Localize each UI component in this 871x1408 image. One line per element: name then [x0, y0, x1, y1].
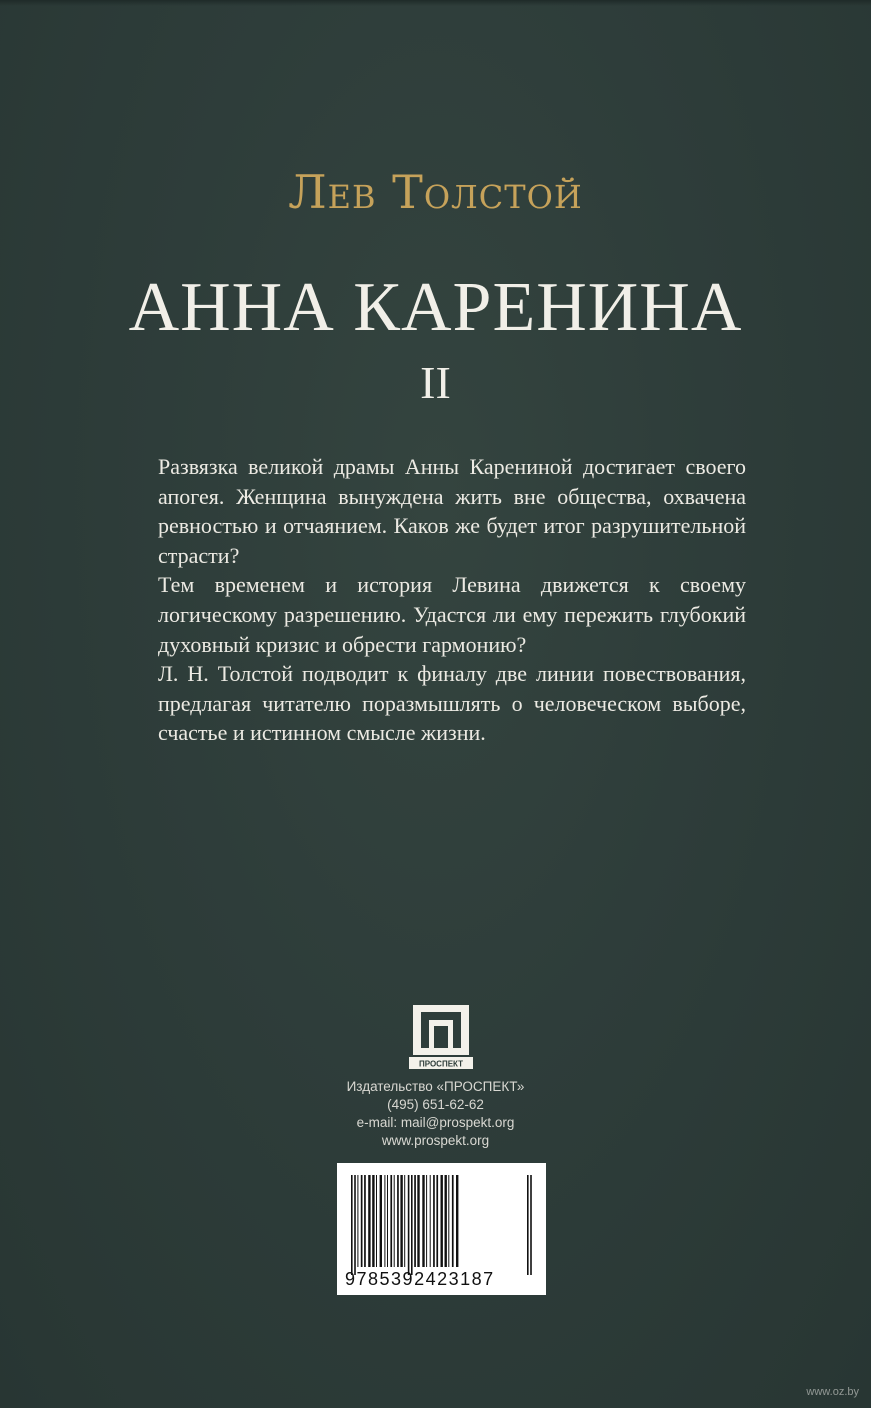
blurb-text	[158, 452, 746, 748]
barcode-bar	[372, 1175, 374, 1267]
barcode-bar	[445, 1175, 447, 1267]
barcode-bar	[357, 1175, 358, 1267]
watermark: www.oz.by	[806, 1386, 859, 1398]
barcode-bar	[380, 1175, 382, 1267]
publisher-logo-icon	[409, 1003, 473, 1071]
barcode	[337, 1163, 546, 1295]
barcode-bar	[400, 1175, 402, 1267]
publisher-logo-label: ПРОСПЕКТ	[418, 1059, 464, 1069]
isbn-number: 9785392423187	[345, 1269, 495, 1289]
publisher-email: e-mail: mail@prospekt.org	[356, 1115, 515, 1130]
barcode-bar	[422, 1175, 424, 1267]
barcode-bar	[433, 1175, 435, 1267]
barcode-bar	[408, 1175, 410, 1275]
barcode-bar	[390, 1175, 392, 1267]
publisher-website: www.prospekt.org	[381, 1133, 490, 1148]
barcode-bar	[414, 1175, 416, 1267]
book-title: АННА КАРЕНИНА	[128, 269, 743, 346]
barcode-bar	[394, 1175, 395, 1267]
barcode-bar	[364, 1175, 366, 1267]
author-name: Лев Толстой	[288, 165, 583, 219]
barcode-bar	[384, 1175, 385, 1267]
barcode-bar	[441, 1175, 443, 1267]
barcode-bar	[404, 1175, 405, 1267]
barcode-bar	[530, 1175, 532, 1275]
barcode-bar	[436, 1175, 438, 1267]
barcode-bar	[452, 1175, 454, 1267]
publisher-name: Издательство «ПРОСПЕКТ»	[346, 1079, 525, 1094]
barcode-bar	[411, 1175, 413, 1275]
barcode-bar	[448, 1175, 449, 1267]
barcode-bar	[397, 1175, 399, 1267]
blurb-paragraph-1: Развязка великой драмы Анны Карениной достигает своего апогея. Женщина вынуждена жить вне общества, охвачена ревностью и отчаянием. Каков же будет итог разрушительной страсти?	[158, 454, 746, 568]
barcode-bar	[527, 1175, 529, 1275]
publisher-phone: (495) 651-62-62	[387, 1097, 484, 1112]
barcode-bar	[354, 1175, 356, 1275]
barcode-bar	[376, 1175, 377, 1267]
blurb-paragraph-2: Тем временем и история Левина движется к своему логическому разрешению. Удастся ли ему пережить глубокий духовный кризис и обрести гармонию?	[158, 572, 746, 657]
barcode-bar	[430, 1175, 431, 1267]
barcode-bar	[387, 1175, 388, 1267]
barcode-bar	[368, 1175, 370, 1267]
barcode-bar	[456, 1175, 458, 1267]
cover-edge-shadow	[0, 0, 871, 6]
barcode-bar	[361, 1175, 363, 1267]
blurb-paragraph-3: Л. Н. Толстой подводит к финалу две линии повествования, предлагая читателю поразмышлять о человеческом выборе, счастье и истинном смысле жизни.	[158, 661, 746, 746]
publisher-info	[0, 1078, 871, 1150]
barcode-bar	[417, 1175, 419, 1267]
barcode-bar	[426, 1175, 427, 1267]
volume-number: II	[420, 357, 451, 408]
barcode-bar	[351, 1175, 353, 1275]
